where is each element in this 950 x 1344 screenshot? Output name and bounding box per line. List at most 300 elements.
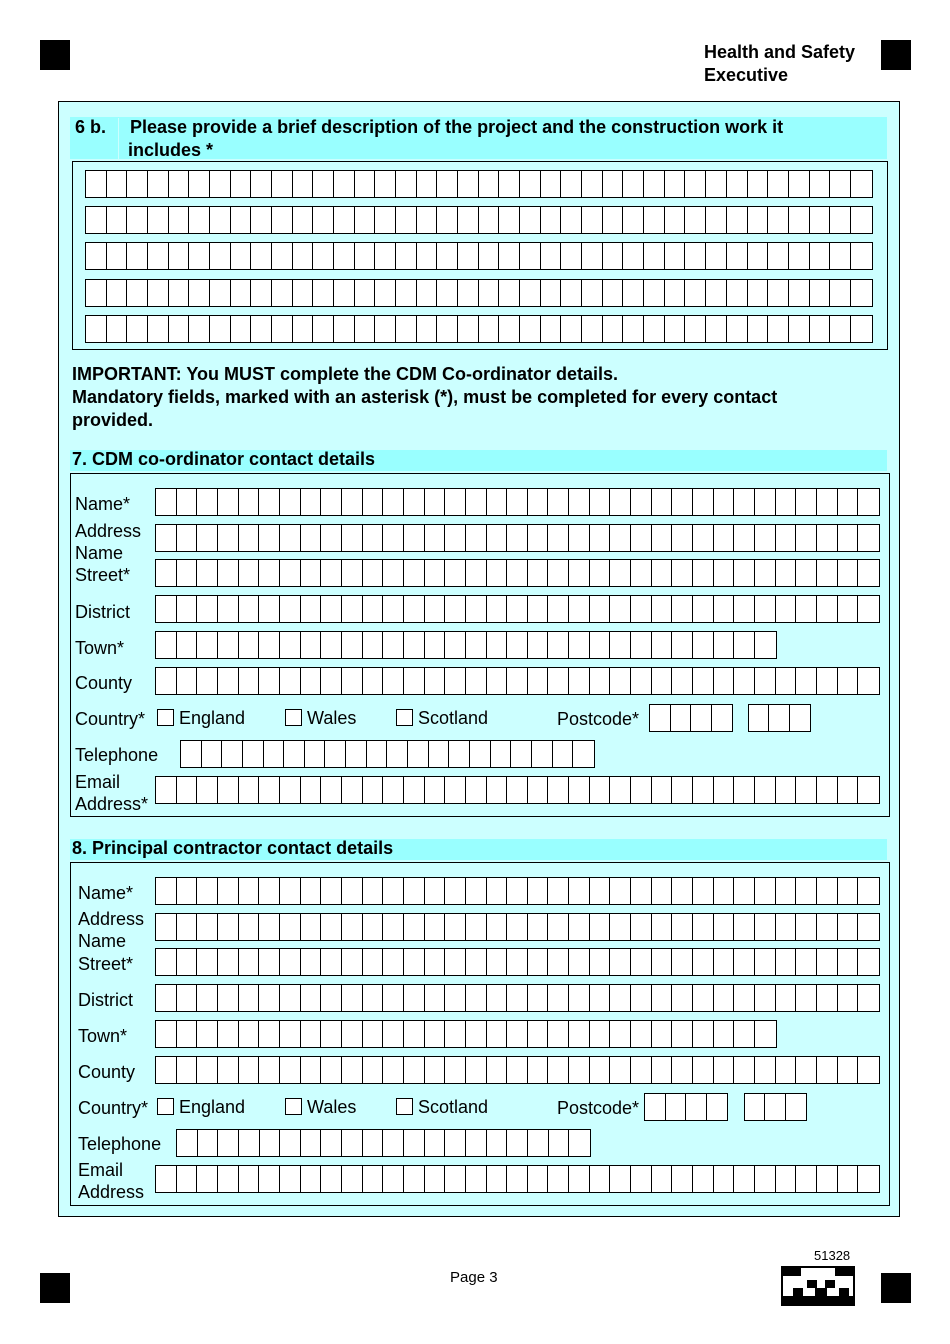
character-cell[interactable] bbox=[693, 985, 714, 1011]
character-cell[interactable] bbox=[487, 878, 508, 904]
cdm-postcode-outward-input[interactable] bbox=[649, 704, 733, 732]
character-cell[interactable] bbox=[796, 1057, 817, 1083]
character-cell[interactable] bbox=[404, 949, 425, 975]
character-cell[interactable] bbox=[652, 949, 673, 975]
character-cell[interactable] bbox=[301, 914, 322, 940]
character-cell[interactable] bbox=[383, 1021, 404, 1047]
character-cell[interactable] bbox=[499, 243, 520, 269]
character-cell[interactable] bbox=[548, 1021, 569, 1047]
character-cell[interactable] bbox=[396, 207, 417, 233]
character-cell[interactable] bbox=[672, 777, 693, 803]
character-cell[interactable] bbox=[817, 596, 838, 622]
character-cell[interactable] bbox=[796, 949, 817, 975]
character-cell[interactable] bbox=[748, 171, 769, 197]
character-cell[interactable] bbox=[590, 632, 611, 658]
character-cell[interactable] bbox=[796, 668, 817, 694]
character-cell[interactable] bbox=[796, 596, 817, 622]
character-cell[interactable] bbox=[293, 280, 314, 306]
cdm-wales-checkbox[interactable] bbox=[285, 709, 302, 726]
character-cell[interactable] bbox=[858, 949, 879, 975]
character-cell[interactable] bbox=[610, 1166, 631, 1192]
character-cell[interactable] bbox=[342, 1057, 363, 1083]
character-cell[interactable] bbox=[652, 1057, 673, 1083]
character-cell[interactable] bbox=[714, 668, 735, 694]
character-cell[interactable] bbox=[487, 489, 508, 515]
character-cell[interactable] bbox=[714, 1166, 735, 1192]
character-cell[interactable] bbox=[445, 489, 466, 515]
character-cell[interactable] bbox=[210, 171, 231, 197]
character-cell[interactable] bbox=[755, 596, 776, 622]
character-cell[interactable] bbox=[499, 280, 520, 306]
character-cell[interactable] bbox=[714, 949, 735, 975]
character-cell[interactable] bbox=[280, 878, 301, 904]
character-cell[interactable] bbox=[107, 171, 128, 197]
character-cell[interactable] bbox=[507, 985, 528, 1011]
character-cell[interactable] bbox=[404, 914, 425, 940]
character-cell[interactable] bbox=[610, 777, 631, 803]
character-cell[interactable] bbox=[437, 316, 458, 342]
character-cell[interactable] bbox=[177, 1057, 198, 1083]
character-cell[interactable] bbox=[301, 1057, 322, 1083]
character-cell[interactable] bbox=[148, 171, 169, 197]
character-cell[interactable] bbox=[363, 914, 384, 940]
character-cell[interactable] bbox=[693, 777, 714, 803]
character-cell[interactable] bbox=[817, 1166, 838, 1192]
character-cell[interactable] bbox=[383, 596, 404, 622]
character-cell[interactable] bbox=[396, 280, 417, 306]
character-cell[interactable] bbox=[293, 316, 314, 342]
character-cell[interactable] bbox=[548, 914, 569, 940]
character-cell[interactable] bbox=[776, 1166, 797, 1192]
character-cell[interactable] bbox=[301, 777, 322, 803]
character-cell[interactable] bbox=[445, 1057, 466, 1083]
character-cell[interactable] bbox=[466, 632, 487, 658]
character-cell[interactable] bbox=[383, 560, 404, 586]
character-cell[interactable] bbox=[280, 489, 301, 515]
character-cell[interactable] bbox=[383, 632, 404, 658]
character-cell[interactable] bbox=[280, 668, 301, 694]
character-cell[interactable] bbox=[321, 489, 342, 515]
character-cell[interactable] bbox=[507, 632, 528, 658]
character-cell[interactable] bbox=[156, 985, 177, 1011]
character-cell[interactable] bbox=[507, 914, 528, 940]
character-cell[interactable] bbox=[321, 777, 342, 803]
character-cell[interactable] bbox=[218, 668, 239, 694]
character-cell[interactable] bbox=[189, 171, 210, 197]
character-cell[interactable] bbox=[383, 949, 404, 975]
character-cell[interactable] bbox=[686, 1094, 707, 1120]
character-cell[interactable] bbox=[107, 207, 128, 233]
character-cell[interactable] bbox=[776, 914, 797, 940]
character-cell[interactable] bbox=[466, 560, 487, 586]
character-cell[interactable] bbox=[810, 316, 831, 342]
character-cell[interactable] bbox=[727, 280, 748, 306]
character-cell[interactable] bbox=[321, 1166, 342, 1192]
character-cell[interactable] bbox=[768, 207, 789, 233]
character-cell[interactable] bbox=[727, 207, 748, 233]
character-cell[interactable] bbox=[321, 878, 342, 904]
character-cell[interactable] bbox=[644, 207, 665, 233]
character-cell[interactable] bbox=[541, 280, 562, 306]
character-cell[interactable] bbox=[623, 316, 644, 342]
character-cell[interactable] bbox=[786, 1094, 806, 1120]
description-line-1[interactable] bbox=[85, 170, 873, 198]
character-cell[interactable] bbox=[342, 777, 363, 803]
character-cell[interactable] bbox=[666, 1094, 687, 1120]
character-cell[interactable] bbox=[858, 560, 879, 586]
pc-postcode-outward-input[interactable] bbox=[644, 1093, 728, 1121]
character-cell[interactable] bbox=[363, 1021, 384, 1047]
pc-email-input[interactable] bbox=[155, 1165, 880, 1193]
character-cell[interactable] bbox=[197, 985, 218, 1011]
character-cell[interactable] bbox=[169, 316, 190, 342]
character-cell[interactable] bbox=[672, 525, 693, 551]
character-cell[interactable] bbox=[231, 280, 252, 306]
character-cell[interactable] bbox=[445, 525, 466, 551]
character-cell[interactable] bbox=[177, 985, 198, 1011]
character-cell[interactable] bbox=[507, 1057, 528, 1083]
character-cell[interactable] bbox=[231, 316, 252, 342]
character-cell[interactable] bbox=[851, 207, 872, 233]
character-cell[interactable] bbox=[417, 280, 438, 306]
character-cell[interactable] bbox=[239, 489, 260, 515]
character-cell[interactable] bbox=[404, 525, 425, 551]
character-cell[interactable] bbox=[86, 243, 107, 269]
character-cell[interactable] bbox=[691, 705, 712, 731]
character-cell[interactable] bbox=[301, 985, 322, 1011]
character-cell[interactable] bbox=[789, 243, 810, 269]
character-cell[interactable] bbox=[858, 878, 879, 904]
character-cell[interactable] bbox=[569, 525, 590, 551]
character-cell[interactable] bbox=[734, 878, 755, 904]
character-cell[interactable] bbox=[672, 878, 693, 904]
character-cell[interactable] bbox=[156, 878, 177, 904]
character-cell[interactable] bbox=[177, 914, 198, 940]
character-cell[interactable] bbox=[156, 777, 177, 803]
character-cell[interactable] bbox=[569, 777, 590, 803]
character-cell[interactable] bbox=[714, 632, 735, 658]
character-cell[interactable] bbox=[127, 243, 148, 269]
character-cell[interactable] bbox=[239, 525, 260, 551]
character-cell[interactable] bbox=[548, 1166, 569, 1192]
character-cell[interactable] bbox=[507, 668, 528, 694]
character-cell[interactable] bbox=[210, 316, 231, 342]
character-cell[interactable] bbox=[458, 280, 479, 306]
character-cell[interactable] bbox=[487, 914, 508, 940]
character-cell[interactable] bbox=[487, 985, 508, 1011]
character-cell[interactable] bbox=[437, 207, 458, 233]
character-cell[interactable] bbox=[334, 280, 355, 306]
character-cell[interactable] bbox=[528, 985, 549, 1011]
character-cell[interactable] bbox=[280, 777, 301, 803]
character-cell[interactable] bbox=[755, 489, 776, 515]
character-cell[interactable] bbox=[363, 668, 384, 694]
character-cell[interactable] bbox=[177, 489, 198, 515]
character-cell[interactable] bbox=[507, 878, 528, 904]
cdm-street-input[interactable] bbox=[155, 559, 880, 587]
character-cell[interactable] bbox=[417, 207, 438, 233]
character-cell[interactable] bbox=[749, 705, 769, 731]
character-cell[interactable] bbox=[321, 632, 342, 658]
character-cell[interactable] bbox=[301, 489, 322, 515]
character-cell[interactable] bbox=[590, 525, 611, 551]
character-cell[interactable] bbox=[259, 878, 280, 904]
pc-county-input[interactable] bbox=[155, 1056, 880, 1084]
character-cell[interactable] bbox=[693, 1166, 714, 1192]
character-cell[interactable] bbox=[86, 280, 107, 306]
character-cell[interactable] bbox=[321, 949, 342, 975]
character-cell[interactable] bbox=[528, 560, 549, 586]
character-cell[interactable] bbox=[107, 280, 128, 306]
character-cell[interactable] bbox=[458, 207, 479, 233]
character-cell[interactable] bbox=[231, 207, 252, 233]
character-cell[interactable] bbox=[177, 632, 198, 658]
character-cell[interactable] bbox=[445, 632, 466, 658]
character-cell[interactable] bbox=[511, 741, 532, 767]
character-cell[interactable] bbox=[755, 1166, 776, 1192]
character-cell[interactable] bbox=[127, 280, 148, 306]
character-cell[interactable] bbox=[507, 1021, 528, 1047]
character-cell[interactable] bbox=[301, 668, 322, 694]
character-cell[interactable] bbox=[631, 632, 652, 658]
character-cell[interactable] bbox=[776, 1057, 797, 1083]
character-cell[interactable] bbox=[507, 596, 528, 622]
character-cell[interactable] bbox=[156, 1021, 177, 1047]
character-cell[interactable] bbox=[768, 280, 789, 306]
character-cell[interactable] bbox=[734, 1166, 755, 1192]
cdm-telephone-input[interactable] bbox=[180, 740, 595, 768]
character-cell[interactable] bbox=[748, 280, 769, 306]
character-cell[interactable] bbox=[458, 243, 479, 269]
character-cell[interactable] bbox=[714, 596, 735, 622]
character-cell[interactable] bbox=[590, 560, 611, 586]
character-cell[interactable] bbox=[706, 280, 727, 306]
character-cell[interactable] bbox=[425, 668, 446, 694]
character-cell[interactable] bbox=[259, 1166, 280, 1192]
character-cell[interactable] bbox=[776, 596, 797, 622]
character-cell[interactable] bbox=[284, 741, 305, 767]
character-cell[interactable] bbox=[127, 171, 148, 197]
character-cell[interactable] bbox=[748, 207, 769, 233]
character-cell[interactable] bbox=[672, 914, 693, 940]
character-cell[interactable] bbox=[838, 596, 859, 622]
character-cell[interactable] bbox=[404, 777, 425, 803]
character-cell[interactable] bbox=[425, 985, 446, 1011]
character-cell[interactable] bbox=[218, 1166, 239, 1192]
character-cell[interactable] bbox=[197, 878, 218, 904]
character-cell[interactable] bbox=[569, 1130, 590, 1156]
character-cell[interactable] bbox=[342, 949, 363, 975]
character-cell[interactable] bbox=[528, 596, 549, 622]
character-cell[interactable] bbox=[858, 914, 879, 940]
character-cell[interactable] bbox=[745, 1094, 765, 1120]
cdm-scotland-checkbox[interactable] bbox=[396, 709, 413, 726]
description-line-3[interactable] bbox=[85, 242, 873, 270]
character-cell[interactable] bbox=[189, 280, 210, 306]
character-cell[interactable] bbox=[487, 596, 508, 622]
character-cell[interactable] bbox=[569, 949, 590, 975]
character-cell[interactable] bbox=[548, 596, 569, 622]
character-cell[interactable] bbox=[631, 914, 652, 940]
character-cell[interactable] bbox=[858, 668, 879, 694]
character-cell[interactable] bbox=[491, 741, 512, 767]
character-cell[interactable] bbox=[127, 316, 148, 342]
character-cell[interactable] bbox=[239, 878, 260, 904]
character-cell[interactable] bbox=[623, 207, 644, 233]
character-cell[interactable] bbox=[169, 207, 190, 233]
character-cell[interactable] bbox=[445, 1166, 466, 1192]
character-cell[interactable] bbox=[851, 316, 872, 342]
character-cell[interactable] bbox=[755, 560, 776, 586]
character-cell[interactable] bbox=[437, 280, 458, 306]
character-cell[interactable] bbox=[466, 1021, 487, 1047]
character-cell[interactable] bbox=[466, 878, 487, 904]
character-cell[interactable] bbox=[272, 207, 293, 233]
character-cell[interactable] bbox=[652, 489, 673, 515]
character-cell[interactable] bbox=[251, 171, 272, 197]
character-cell[interactable] bbox=[445, 777, 466, 803]
character-cell[interactable] bbox=[342, 560, 363, 586]
character-cell[interactable] bbox=[734, 949, 755, 975]
character-cell[interactable] bbox=[197, 560, 218, 586]
character-cell[interactable] bbox=[239, 1021, 260, 1047]
character-cell[interactable] bbox=[714, 489, 735, 515]
character-cell[interactable] bbox=[830, 171, 851, 197]
character-cell[interactable] bbox=[631, 949, 652, 975]
character-cell[interactable] bbox=[590, 1057, 611, 1083]
character-cell[interactable] bbox=[810, 207, 831, 233]
character-cell[interactable] bbox=[342, 632, 363, 658]
character-cell[interactable] bbox=[396, 316, 417, 342]
character-cell[interactable] bbox=[714, 560, 735, 586]
character-cell[interactable] bbox=[765, 1094, 785, 1120]
character-cell[interactable] bbox=[838, 1166, 859, 1192]
character-cell[interactable] bbox=[177, 1166, 198, 1192]
character-cell[interactable] bbox=[293, 171, 314, 197]
character-cell[interactable] bbox=[259, 560, 280, 586]
character-cell[interactable] bbox=[838, 489, 859, 515]
character-cell[interactable] bbox=[259, 525, 280, 551]
character-cell[interactable] bbox=[727, 243, 748, 269]
character-cell[interactable] bbox=[487, 632, 508, 658]
character-cell[interactable] bbox=[280, 1057, 301, 1083]
character-cell[interactable] bbox=[755, 777, 776, 803]
character-cell[interactable] bbox=[645, 1094, 666, 1120]
character-cell[interactable] bbox=[693, 668, 714, 694]
character-cell[interactable] bbox=[714, 1057, 735, 1083]
character-cell[interactable] bbox=[355, 243, 376, 269]
character-cell[interactable] bbox=[528, 878, 549, 904]
character-cell[interactable] bbox=[383, 525, 404, 551]
character-cell[interactable] bbox=[714, 985, 735, 1011]
character-cell[interactable] bbox=[346, 741, 367, 767]
description-line-4[interactable] bbox=[85, 279, 873, 307]
character-cell[interactable] bbox=[590, 1021, 611, 1047]
character-cell[interactable] bbox=[528, 632, 549, 658]
character-cell[interactable] bbox=[197, 1166, 218, 1192]
character-cell[interactable] bbox=[239, 632, 260, 658]
character-cell[interactable] bbox=[342, 1130, 363, 1156]
character-cell[interactable] bbox=[573, 741, 594, 767]
character-cell[interactable] bbox=[561, 171, 582, 197]
character-cell[interactable] bbox=[693, 525, 714, 551]
character-cell[interactable] bbox=[466, 949, 487, 975]
character-cell[interactable] bbox=[334, 316, 355, 342]
character-cell[interactable] bbox=[280, 596, 301, 622]
character-cell[interactable] bbox=[437, 171, 458, 197]
character-cell[interactable] bbox=[590, 914, 611, 940]
character-cell[interactable] bbox=[499, 316, 520, 342]
character-cell[interactable] bbox=[305, 741, 326, 767]
pc-address-name-input[interactable] bbox=[155, 913, 880, 941]
character-cell[interactable] bbox=[148, 243, 169, 269]
character-cell[interactable] bbox=[631, 777, 652, 803]
character-cell[interactable] bbox=[790, 705, 810, 731]
character-cell[interactable] bbox=[417, 316, 438, 342]
character-cell[interactable] bbox=[769, 705, 789, 731]
character-cell[interactable] bbox=[672, 489, 693, 515]
character-cell[interactable] bbox=[259, 777, 280, 803]
character-cell[interactable] bbox=[197, 1057, 218, 1083]
character-cell[interactable] bbox=[665, 207, 686, 233]
character-cell[interactable] bbox=[561, 207, 582, 233]
character-cell[interactable] bbox=[218, 1021, 239, 1047]
character-cell[interactable] bbox=[197, 1021, 218, 1047]
character-cell[interactable] bbox=[218, 1057, 239, 1083]
character-cell[interactable] bbox=[817, 949, 838, 975]
character-cell[interactable] bbox=[259, 914, 280, 940]
character-cell[interactable] bbox=[272, 316, 293, 342]
character-cell[interactable] bbox=[197, 632, 218, 658]
character-cell[interactable] bbox=[156, 489, 177, 515]
character-cell[interactable] bbox=[445, 914, 466, 940]
character-cell[interactable] bbox=[445, 668, 466, 694]
character-cell[interactable] bbox=[487, 1130, 508, 1156]
character-cell[interactable] bbox=[177, 878, 198, 904]
character-cell[interactable] bbox=[313, 171, 334, 197]
character-cell[interactable] bbox=[652, 668, 673, 694]
character-cell[interactable] bbox=[541, 207, 562, 233]
character-cell[interactable] bbox=[251, 280, 272, 306]
character-cell[interactable] bbox=[830, 207, 851, 233]
character-cell[interactable] bbox=[383, 1057, 404, 1083]
character-cell[interactable] bbox=[685, 280, 706, 306]
character-cell[interactable] bbox=[325, 741, 346, 767]
character-cell[interactable] bbox=[301, 632, 322, 658]
character-cell[interactable] bbox=[321, 1057, 342, 1083]
character-cell[interactable] bbox=[838, 878, 859, 904]
character-cell[interactable] bbox=[776, 949, 797, 975]
character-cell[interactable] bbox=[672, 949, 693, 975]
character-cell[interactable] bbox=[210, 207, 231, 233]
character-cell[interactable] bbox=[796, 777, 817, 803]
character-cell[interactable] bbox=[280, 949, 301, 975]
character-cell[interactable] bbox=[706, 243, 727, 269]
character-cell[interactable] bbox=[610, 949, 631, 975]
character-cell[interactable] bbox=[280, 1130, 301, 1156]
character-cell[interactable] bbox=[623, 280, 644, 306]
character-cell[interactable] bbox=[528, 949, 549, 975]
character-cell[interactable] bbox=[644, 243, 665, 269]
character-cell[interactable] bbox=[507, 489, 528, 515]
character-cell[interactable] bbox=[714, 1021, 735, 1047]
character-cell[interactable] bbox=[693, 1057, 714, 1083]
description-line-2[interactable] bbox=[85, 206, 873, 234]
character-cell[interactable] bbox=[342, 1021, 363, 1047]
character-cell[interactable] bbox=[127, 207, 148, 233]
character-cell[interactable] bbox=[189, 316, 210, 342]
character-cell[interactable] bbox=[582, 171, 603, 197]
